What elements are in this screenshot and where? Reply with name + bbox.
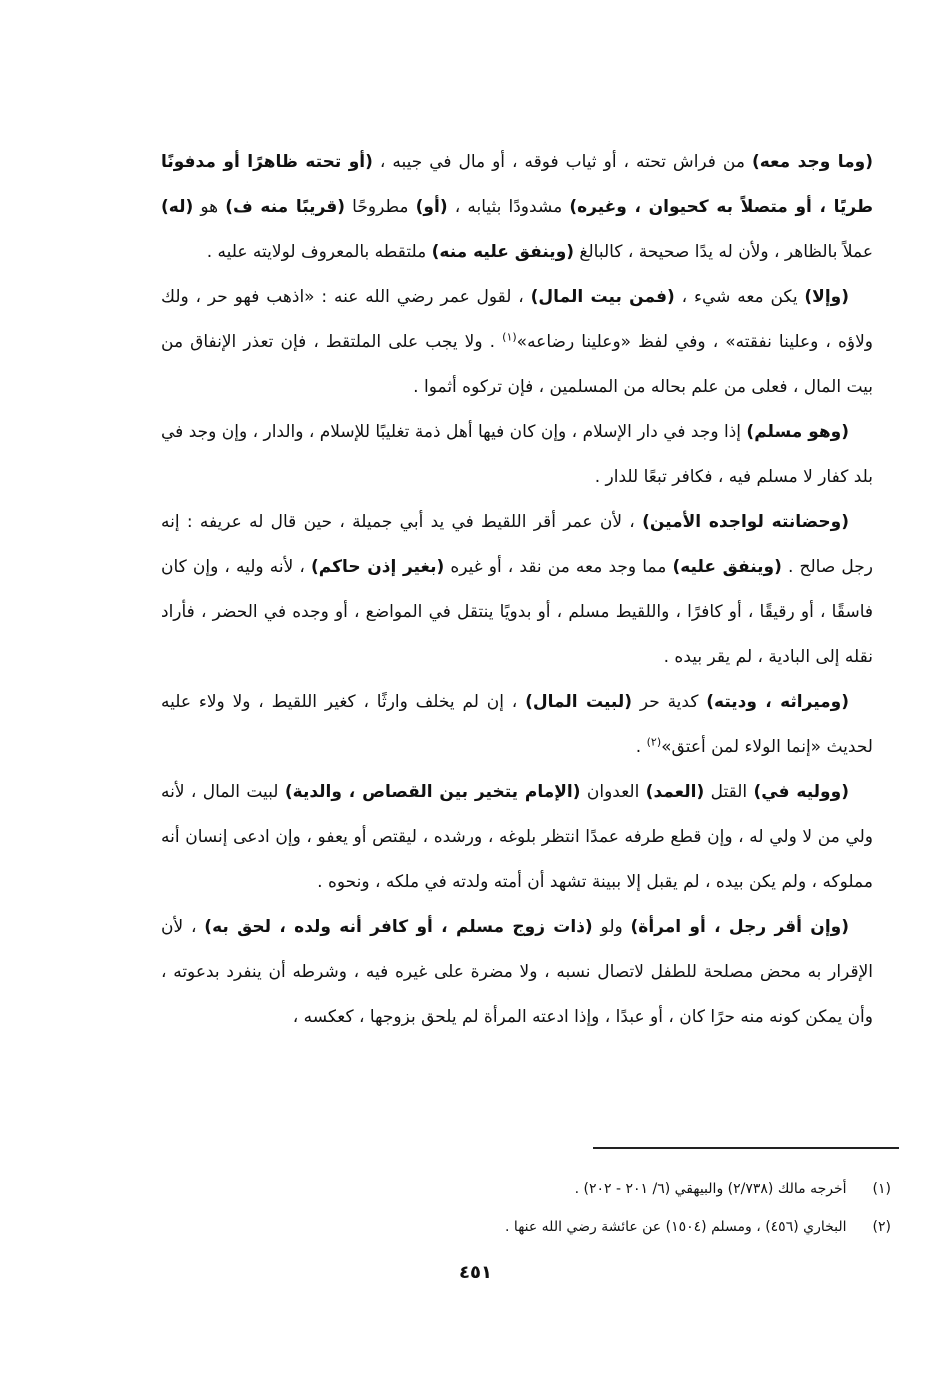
sharh-text: يكن معه شيء ، [674, 287, 805, 307]
matn-text: (فمن بيت المال) [530, 287, 675, 307]
matn-text: (العمد) [645, 782, 705, 802]
sharh-text: مطروحًا [345, 197, 416, 217]
sharh-text: من فراش تحته ، أو ثياب فوقه ، أو مال في جيبه ، [372, 152, 752, 172]
footnote-2 [171, 1208, 891, 1246]
matn-text: (أو) [415, 197, 448, 217]
footnote-divider [593, 1147, 899, 1149]
sharh-text: ، إن لم يخلف وارثًا ، كغير اللقيط ، ولا ولاء عليه لحديث «إنما الولاء لمن أعتق» [161, 692, 873, 757]
matn-text: (ذات زوج مسلم ، أو كافر أنه ولده ، لحق به) [204, 917, 593, 937]
footnote-number: (٢) [872, 1219, 891, 1235]
main-text [161, 140, 873, 1040]
matn-text: (وميراثه ، وديته) [706, 692, 850, 712]
paragraph [161, 140, 873, 275]
paragraph [161, 905, 873, 1040]
sharh-text: ولو [592, 917, 631, 937]
sharh-text: هو [193, 197, 226, 217]
sharh-text: مما وجد معه من نقد ، أو غيره [444, 557, 673, 577]
sharh-text: العدوان [580, 782, 646, 802]
footnote-text: أخرجه مالك (٢/٧٣٨) والبيهقي (٦/ ٢٠١ - ٢٠٢) . [574, 1181, 847, 1197]
page-number: ٤٥١ [459, 1262, 492, 1283]
matn-text: (الإمام يتخير بين القصاص ، والدية) [284, 782, 581, 802]
footnotes [171, 1170, 891, 1246]
matn-text: (وهو مسلم) [746, 422, 849, 442]
matn-text: (وينفق عليه) [672, 557, 782, 577]
matn-text: (ووليه في) [753, 782, 849, 802]
matn-text: (لبيت المال) [525, 692, 633, 712]
footnote-1 [171, 1170, 891, 1208]
matn-text: (وإن أقر رجل ، أو امرأة) [630, 917, 849, 937]
matn-text: (وإلا) [804, 287, 849, 307]
matn-text: (أو تحته ظاهرًا أو مدفونًا طريًا ، أو متصلاً به كحيوان ، وغيره) [161, 152, 873, 217]
sharh-text: . ولا يجب على الملتقط ، فإن تعذر الإنفاق من بيت المال ، فعلى من علم بحاله من المسلمين ، فإن تركوه أثموا . [161, 332, 873, 397]
sharh-text: ، لأنه وليه ، وإن كان فاسقًا ، أو رقيقًا ، أو كافرًا ، واللقيط مسلم ، أو بدويًا ينتقل في المواضع ، أو وجده في الحضر ، فأراد نقله إلى البادية ، لم يقر بيده . [161, 557, 873, 667]
paragraph [161, 500, 873, 680]
footnote-text: البخاري (٤٥٦) ، ومسلم (١٥٠٤) عن عائشة رضي الله عنها . [505, 1219, 847, 1235]
matn-text: (قريبًا منه ف) [225, 197, 346, 217]
sharh-text: إذا وجد في دار الإسلام ، وإن كان فيها أهل ذمة تغليبًا للإسلام ، والدار ، وإن وجد في بلد كفار لا مسلم فيه ، فكافر تبعًا للدار . [161, 422, 873, 487]
paragraph [161, 680, 873, 770]
paragraph [161, 410, 873, 500]
sharh-text: ، لقول عمر رضي الله عنه : «اذهب فهو حر ، ولك ولاؤه ، وعلينا نفقته» ، وفي لفظ «وعلينا رضاعه» [161, 287, 874, 352]
matn-text: (وحضانته لواجده الأمين) [642, 512, 849, 532]
footnote-number: (١) [872, 1181, 891, 1197]
sharh-text: ، لأن الإقرار به محض مصلحة للطفل لاتصال نسبه ، ولا مضرة على غيره فيه ، وشرطه أن ينفرد بدعوته ، وأن يمكن كونه منه حرًا كان ، أو عبدًا ، وإذا ادعته المرأة لم يلحق بزوجها ، كعكسه ، [161, 917, 873, 1027]
sharh-text: مشدودًا بثيابه ، [447, 197, 570, 217]
footnote-ref: (١) [502, 330, 517, 344]
matn-text: (وينفق عليه منه) [431, 242, 575, 262]
sharh-text: . [635, 737, 647, 757]
sharh-text: ، لأن عمر أقر اللقيط في يد أبي جميلة ، حين قال له عريفه : إنه رجل صالح . [161, 512, 873, 577]
matn-text: (بغير إذن حاكم) [311, 557, 445, 577]
sharh-text: القتل [704, 782, 754, 802]
paragraph [161, 770, 873, 905]
matn-text: (له) [161, 197, 194, 217]
sharh-text: عملاً بالظاهر ، ولأن له يدًا صحيحة ، كالبالغ [574, 242, 873, 262]
sharh-text: لبيت المال ، لأنه ولي من لا ولي له ، وإن قطع طرفه عمدًا انتظر بلوغه ، ورشده ، ليقتص أو يعفو ، وإن ادعى إنسان أنه مملوكه ، ولم يكن بيده ، لم يقبل إلا ببينة تشهد أن أمته ولدته في ملكه ، ونحوه . [161, 782, 873, 892]
sharh-text: كدية حر [632, 692, 707, 712]
matn-text: (وما وجد معه) [751, 152, 874, 172]
paragraph [161, 275, 873, 410]
sharh-text: ملتقطه بالمعروف لولايته عليه . [206, 242, 432, 262]
footnote-ref: (٢) [646, 735, 662, 749]
